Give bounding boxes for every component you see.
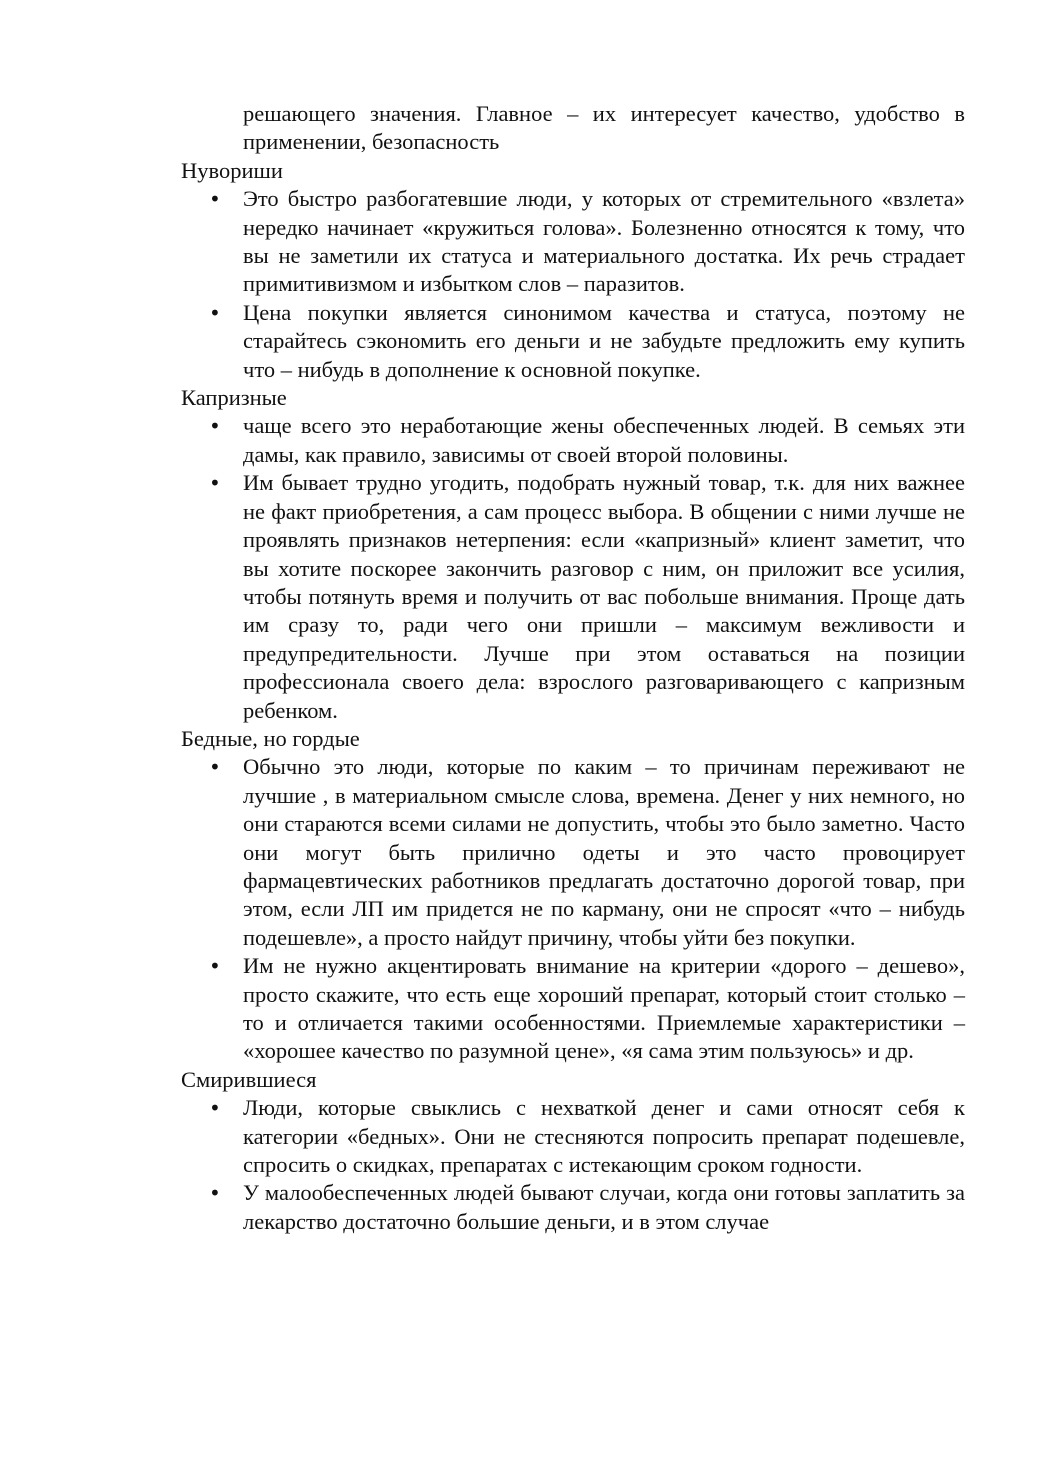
bullet-item: • У малообеспеченных людей бывают случаи, когда они готовы заплатить за лекарство достаточно большие деньги, и в этом случае <box>181 1179 965 1236</box>
bullet-list <box>181 185 965 384</box>
bullet-list <box>181 753 965 1065</box>
bullet-item: • Люди, которые свыклись с нехваткой денег и сами относят себя к категории «бедных». Они не стесняются попросить препарат подешевле, спросить о скидках, препаратах с истекающим сроком годности. <box>181 1094 965 1179</box>
section-heading: Смирившиеся <box>181 1066 317 1092</box>
bullet-item: • Им бывает трудно угодить, подобрать нужный товар, т.к. для них важнее не факт приобретения, а сам процесс выбора. В общении с ними лучше не проявлять признаков нетерпения: если «капризный» клиент заметит, что вы хотите поскорее закончить разговор с ним, он приложит все усилия, чтобы потянуть время и получить от вас побольше внимания. Проще дать им сразу то, ради чего они пришли – максимум вежливости и предупредительности. Лучше при этом оставаться на позиции профессионала своего дела: взрослого разговаривающего с капризным ребенком. <box>181 469 965 725</box>
document-page <box>181 100 965 1236</box>
section-capricious <box>181 384 965 725</box>
bullet-item: • чаще всего это неработающие жены обеспеченных людей. В семьях эти дамы, как правило, зависимы от своей второй половины. <box>181 412 965 469</box>
section-resigned <box>181 1066 965 1236</box>
section-poor-but-proud <box>181 725 965 1066</box>
section-heading: Нувориши <box>181 157 283 183</box>
bullet-list <box>181 1094 965 1236</box>
section-heading: Капризные <box>181 385 287 411</box>
bullet-list <box>181 412 965 724</box>
bullet-item: • Цена покупки является синонимом качества и статуса, поэтому не старайтесь сэкономить его деньги и не забудьте предложить ему купить что – нибудь в дополнение к основной покупке. <box>181 299 965 384</box>
bullet-item: • Им не нужно акцентировать внимание на критерии «дорого – дешево», просто скажите, что есть еще хороший препарат, который стоит столько – то и отличается такими особенностями. Приемлемые характеристики – «хорошее качество по разумной цене», «я сама этим пользуюсь» и др. <box>181 952 965 1066</box>
section-heading: Бедные, но гордые <box>181 725 360 751</box>
bullet-item: • Обычно это люди, которые по каким – то причинам переживают не лучшие , в материальном смысле слова, времена. Денег у них немного, но они стараются всеми силами не допустить, чтобы это было заметно. Часто они могут быть прилично одеты и это часто провоцирует фармацевтических работников предлагать достаточно дорогой товар, при этом, если ЛП им придется не по карману, они не спросят «что – нибудь подешевле», а просто найдут причину, чтобы уйти без покупки. <box>181 753 965 952</box>
bullet-item: • Это быстро разбогатевшие люди, у которых от стремительного «взлета» нередко начинает «кружиться голова». Болезненно относятся к тому, что вы не заметили их статуса и материального достатка. Их речь страдает примитивизмом и избытком слов – паразитов. <box>181 185 965 299</box>
intro-paragraph: решающего значения. Главное – их интересует качество, удобство в применении, безопасность <box>243 101 965 155</box>
section-nouveau-riche <box>181 157 965 384</box>
